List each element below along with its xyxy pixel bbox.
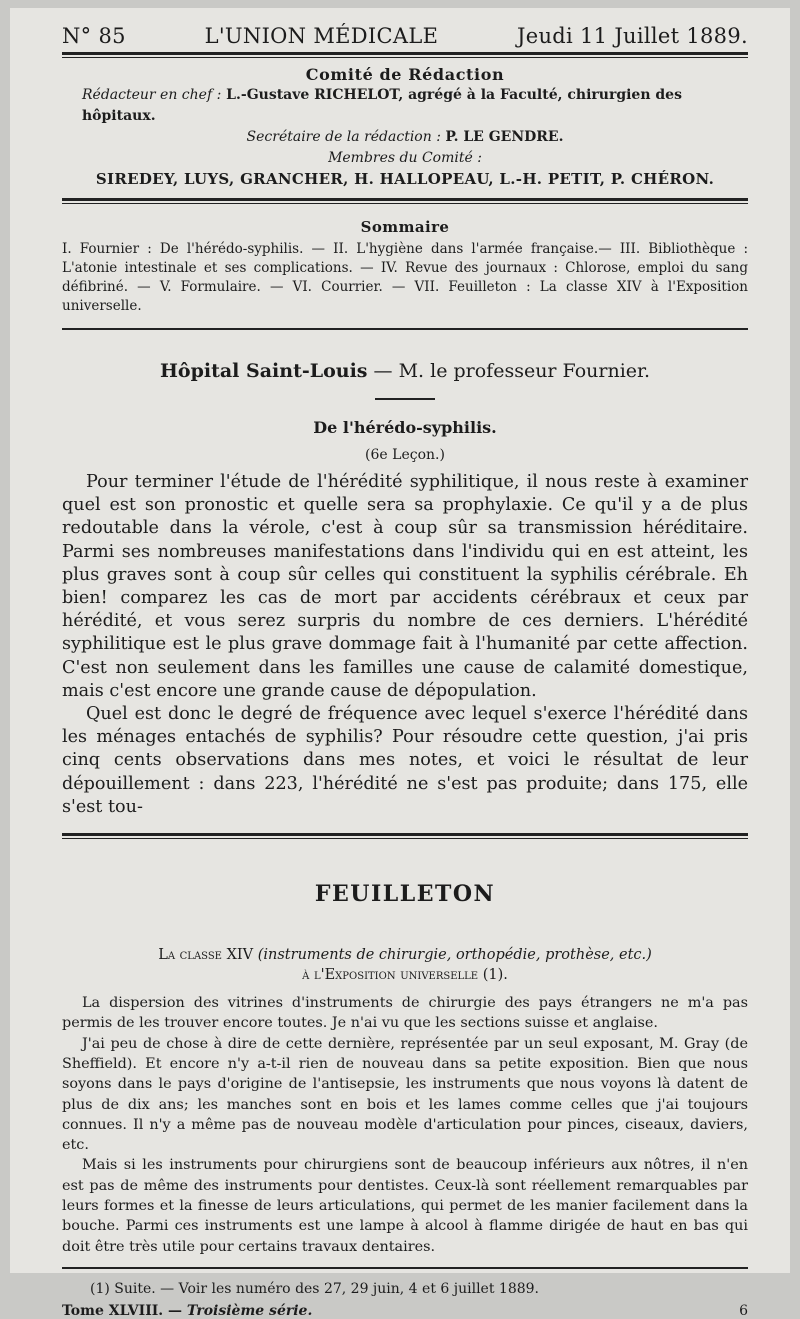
secretary (62, 127, 748, 148)
article-paragraph: Quel est donc le degré de fréquence avec lequel s'exerce l'hérédité dans les ménages entachés de syphilis? Pour résoudre cette question, j'ai pris cinq cents observations dans mes notes, et voici le résultat de leur dépouillement : dans 223, l'hérédité ne s'est pas produite; dans 175, elle s'est tou- (62, 704, 748, 817)
hospital-name: Hôpital Saint-Louis (159, 360, 368, 382)
hospital-dash: — (367, 360, 399, 382)
feuilleton-title: FEUILLETON (314, 881, 496, 908)
secretary-label: Secrétaire de la rédaction : (246, 129, 441, 145)
feuilleton-paragraph: Mais si les instruments pour chirurgiens sont de beaucoup inférieurs aux nôtres, il n'en est pas de même des instruments pour dentistes. Ceux-là sont réellement remarquables par leurs formes et la finesse de leurs articulations, qui permet de les manier facilement dans la bouche. Parmi ces instruments est une lampe à alcool à flamme dirigée de haut en bas qui doit être très utile pour certains travaux dentaires. (62, 1157, 748, 1255)
footnote-rule (62, 1267, 748, 1269)
lesson-number: (6e Leçon.) (365, 447, 445, 463)
volume-tome: Tome XLVIII. — (62, 1302, 183, 1319)
article-paragraph: Pour terminer l'étude de l'hérédité syphilitique, il nous reste à examiner quel est son pronostic et quelle sera sa prophylaxie. Ce qu'il y a de plus redoutable dans la vérole, c'est à coup sûr sa transmission héréditaire. Parmi ses nombreuses manifestations dans l'individu qui en est atteint, les plus graves sont à coup sûr celles qui constituent la syphilis cérébrale. Eh bien! comparez les cas de mort par accidents cérébraux et ceux par hérédité, et vous serez surpris du nombre de ces derniers. L'hérédité syphilitique est le plus grave dommage fait à l'humanité par cette affection. C'est non seulement dans les familles une cause de calamité domestique, mais c'est encore une grande cause de dépopulation. (62, 472, 748, 701)
masthead (62, 18, 748, 52)
feuilleton-subtitle (62, 945, 748, 985)
lesson-title: De l'hérédo-syphilis. (313, 418, 497, 437)
summary-text: I. Fournier : De l'hérédo-syphilis. — II. L'hygiène dans l'armée française.— III. Bibliothèque : L'atonie intestinale et ses complications. — IV. Revue des journaux : Chlorose, emploi du sang défibriné. — V. Formulaire. — VI. Courrier. — VII. Feuilleton : La classe XIV à l'Exposition universelle. (62, 241, 748, 314)
volume-series: Troisième série. (186, 1302, 313, 1319)
professor-name: M. le professeur Fournier. (398, 360, 651, 382)
members-label: Membres du Comité : (328, 150, 482, 166)
page-number: 6 (739, 1302, 748, 1319)
article-body (62, 471, 748, 819)
committee-title: Comité de Rédaction (305, 65, 505, 84)
journal-title: L'UNION MÉDICALE (204, 24, 439, 48)
feuilleton-subtitle-plain: La classe XIV (158, 947, 258, 964)
page-footer (62, 1303, 748, 1319)
feuilleton-paragraph: La dispersion des vitrines d'instruments de chirurgie des pays étrangers ne m'a pas permis de les trouver encore toutes. Je n'ai vu que les sections suisse et anglaise. (62, 995, 748, 1032)
short-divider (375, 398, 435, 400)
volume-label (62, 1303, 312, 1319)
editor-in-chief (62, 85, 748, 127)
editor-name: L.-Gustave RICHELOT, agrégé à la Faculté, chirurgien des hôpitaux. (82, 87, 682, 124)
newspaper-page (10, 8, 790, 1319)
feuilleton-paragraph: J'ai peu de chose à dire de cette dernière, représentée par un seul exposant, M. Gray (de Sheffield). Et encore n'y a-t-il rien de nouveau dans sa petite exposition. Bien que nous soyons dans le pays d'origine de l'antisepsie, les instruments que nous voyons là datent de plus de dix ans; les manches sont en bois et les lames comme celles que j'ai toujours connues. Il n'y a même pas de nouveau modèle d'articulation pour pinces, ciseaux, daviers, etc. (62, 1035, 748, 1154)
footnote: (1) Suite. — Voir les numéro des 27, 29 juin, 4 et 6 juillet 1889. (90, 1280, 539, 1297)
header-rule (62, 52, 748, 58)
secretary-name: P. LE GENDRE. (445, 129, 564, 145)
editor-label: Rédacteur en chef : (82, 87, 222, 103)
members-names: SIREDEY, LUYS, GRANCHER, H. HALLOPEAU, L.-H. PETIT, P. CHÉRON. (95, 170, 715, 188)
issue-date: Jeudi 11 Juillet 1889. (517, 24, 748, 48)
feuilleton-body (62, 993, 748, 1257)
feuilleton-subtitle-italic: (instruments de chirurgie, orthopédie, prothèse, etc.) (257, 947, 652, 964)
issue-number: N° 85 (62, 24, 126, 48)
feuilleton-subtitle-line2: à l'Exposition universelle (1). (302, 967, 508, 984)
hospital-heading (62, 360, 748, 382)
summary-title: Sommaire (360, 218, 450, 236)
feuilleton-rule (62, 833, 748, 839)
committee-rule (62, 198, 748, 204)
editorial-committee (62, 64, 748, 190)
summary-rule (62, 328, 748, 330)
